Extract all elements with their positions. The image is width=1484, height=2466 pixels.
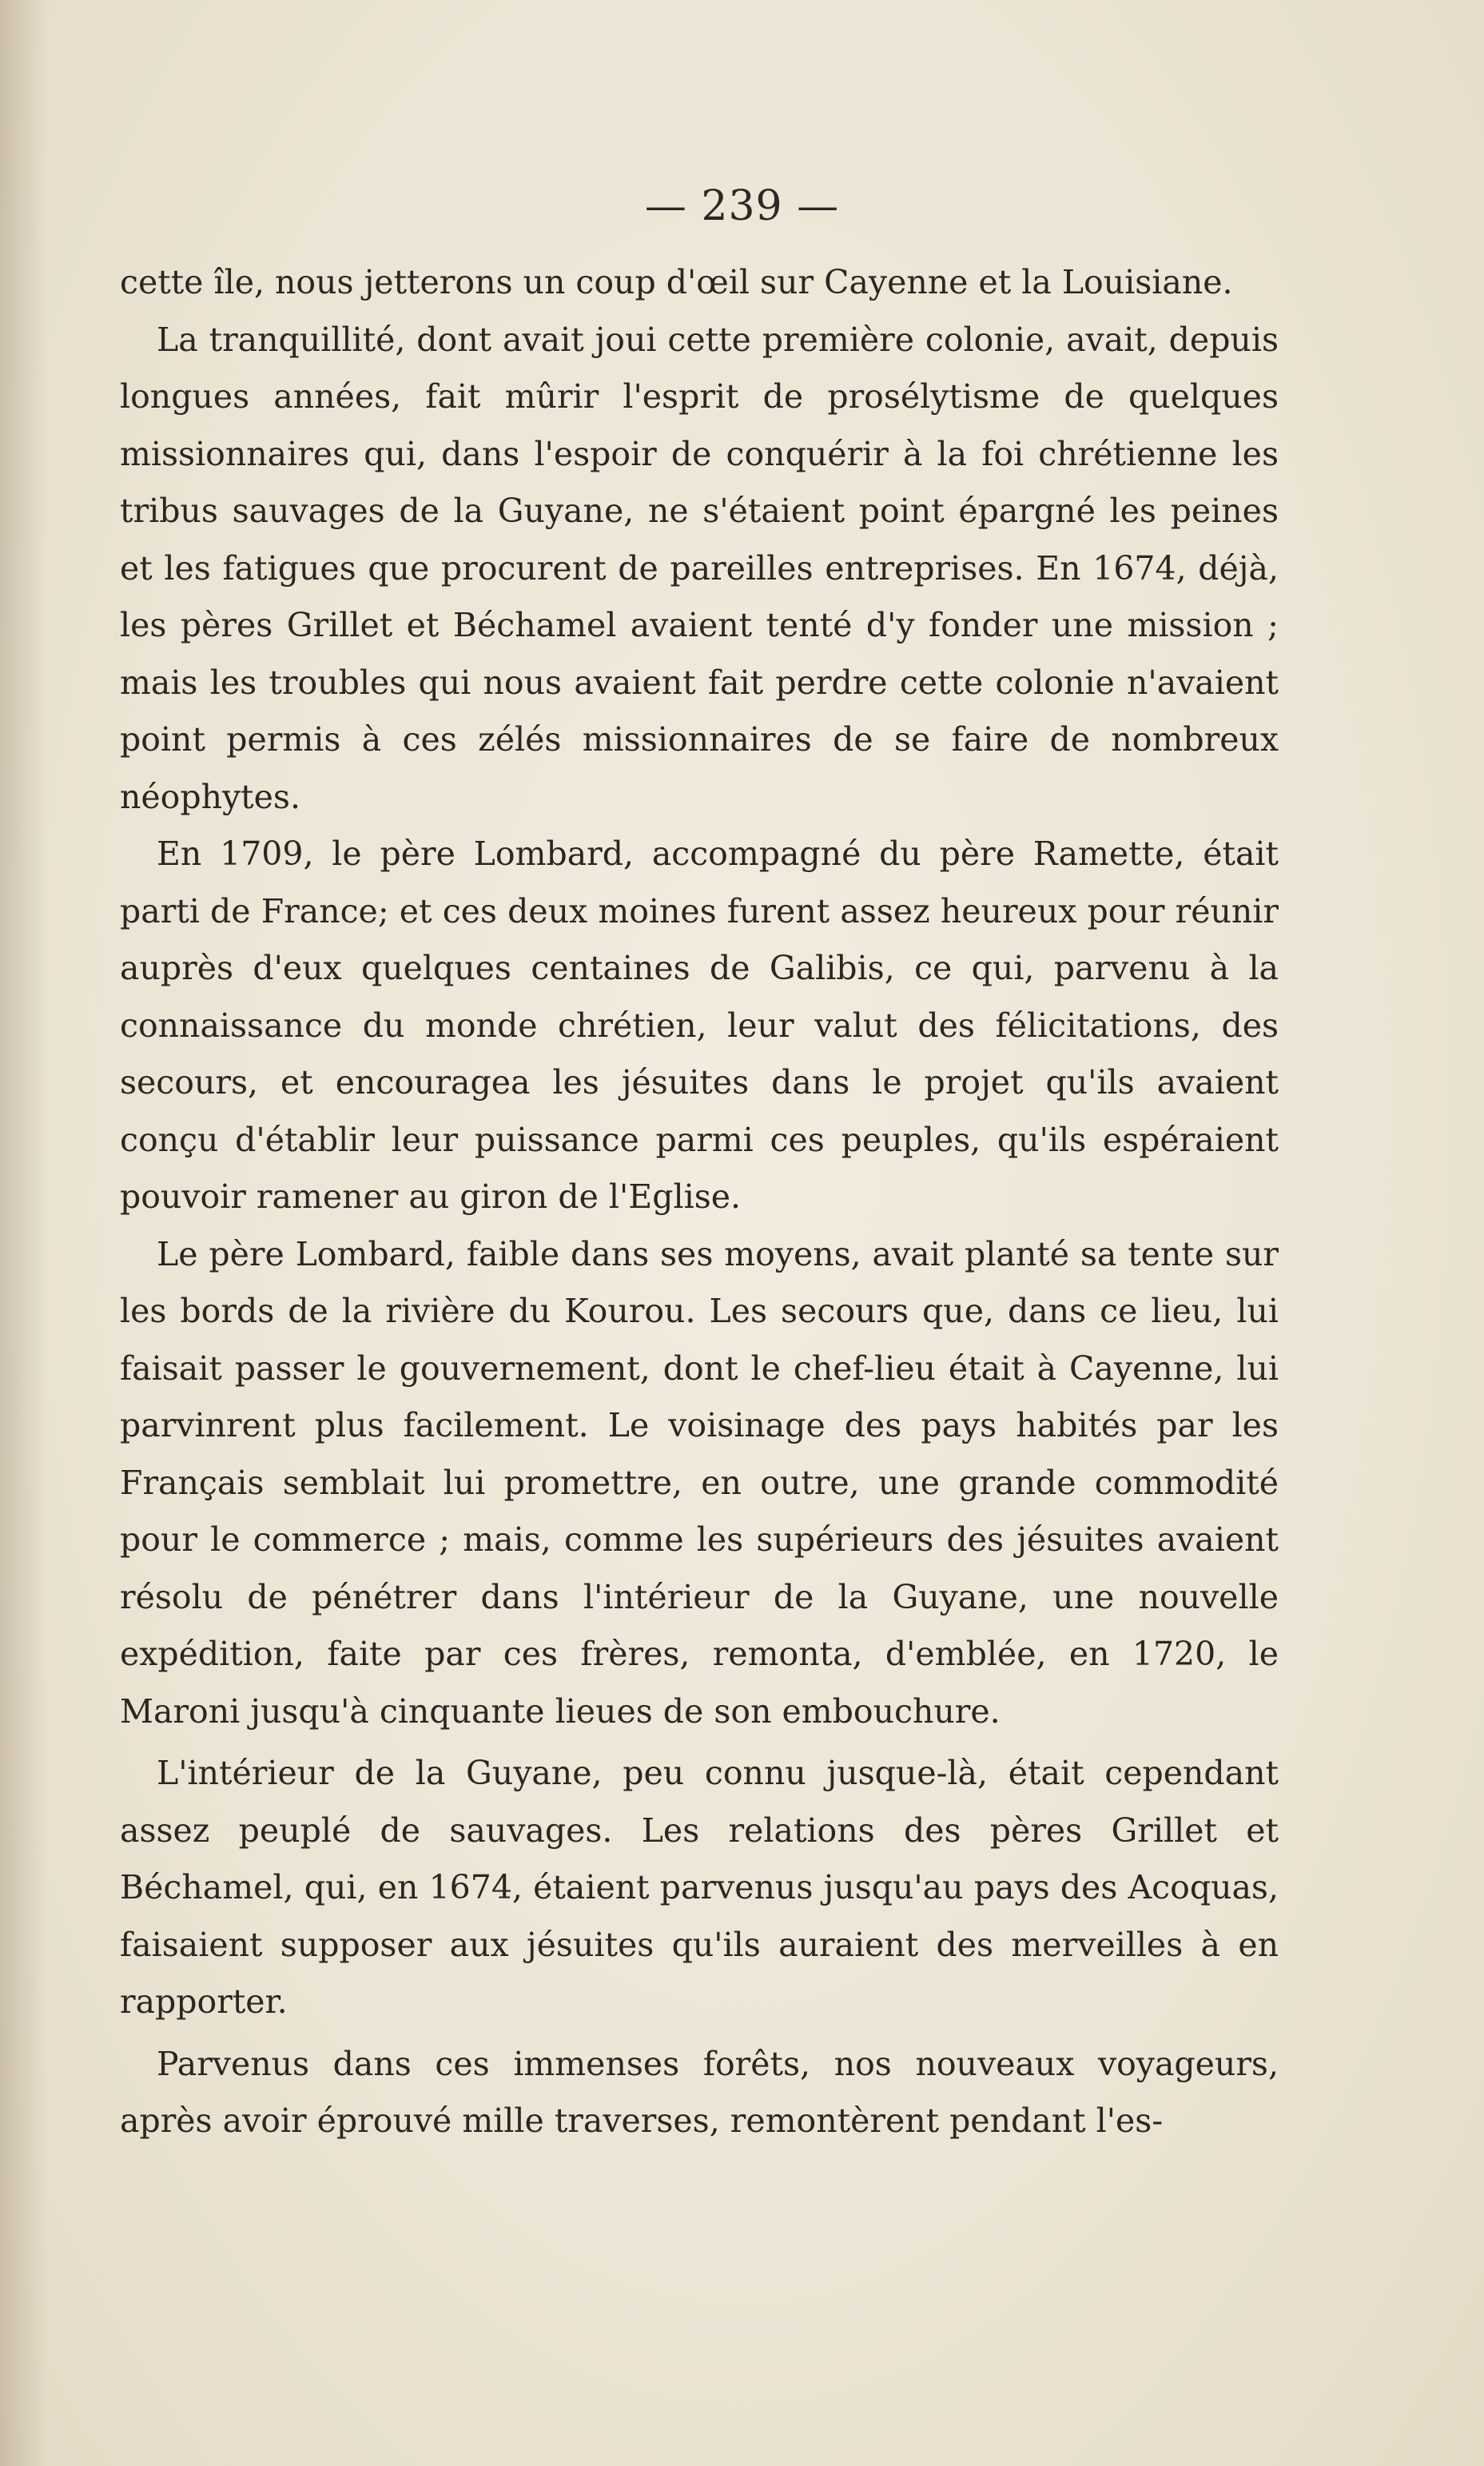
paragraph-continuation: cette île, nous jetterons un coup d'œil sur Cayenne et la Louisiane. <box>120 263 1233 301</box>
paragraph: Le père Lombard, faible dans ses moyens, avait planté sa tente sur les bords de la rivière du Kourou. Les secours que, dans ce lieu, lui faisait passer le gouvernement, dont le chef-lieu était à Cayenne, lui parvinrent plus facilement. Le voisinage des pays habités par les Français semblait lui promettre, en outre, une grande commodité pour le commerce ; mais, comme les supérieurs des jésuites avaient résolu de pénétrer dans l'intérieur de la Guyane, une nouvelle expédition, faite par ces frères, remonta, d'emblée, en 1720, le Maroni jusqu'à cinquante lieues de son embouchure. <box>120 1234 1279 1731</box>
paragraph: La tranquillité, dont avait joui cette première colonie, avait, depuis longues années, fait mûrir l'esprit de prosélytisme de quelques missionnaires qui, dans l'espoir de conquérir à la foi chrétienne les tribus sauvages de la Guyane, ne s'étaient point épargné les peines et les fatigues que procurent de pareilles entreprises. En 1674, déjà, les pères Grillet et Béchamel avaient tenté d'y fonder une mission ; mais les troubles qui nous avaient fait perdre cette colonie n'avaient point permis à ces zélés missionnaires de se faire de nombreux néophytes. <box>120 320 1279 816</box>
paragraph: En 1709, le père Lombard, accompagné du père Ramette, était parti de France; et ces deux moines furent assez heureux pour réunir auprès d'eux quelques centaines de Galibis, ce qui, parvenu à la connaissance du monde chrétien, leur valut des félicitations, des secours, et encouragea les jésuites dans le projet qu'ils avaient conçu d'établir leur puissance parmi ces peuples, qu'ils espéraient pouvoir ramener au giron de l'Eglise. <box>120 835 1279 1216</box>
gutter-shadow <box>0 0 48 2466</box>
paragraph: Parvenus dans ces immenses forêts, nos nouveaux voyageurs, après avoir éprouvé mille traverses, remontèrent pendant l'es- <box>120 2044 1279 2140</box>
page-number: — 239 — <box>644 182 840 230</box>
body-text <box>120 254 1279 2150</box>
paragraph: L'intérieur de la Guyane, peu connu jusque-là, était cependant assez peuplé de sauvages. Les relations des pères Grillet et Béchamel, qui, en 1674, étaient parvenus jusqu'au pays des Acoquas, faisaient supposer aux jésuites qu'ils auraient des merveilles à en rapporter. <box>120 1754 1279 2021</box>
